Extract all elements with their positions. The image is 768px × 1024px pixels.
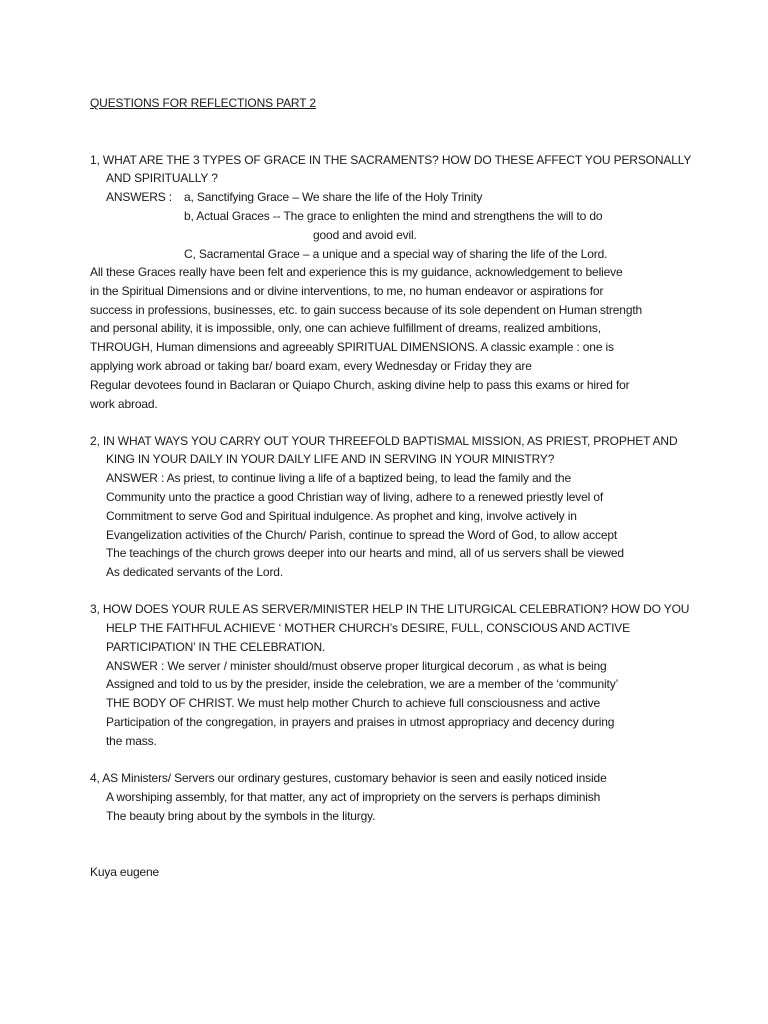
question-4-line: 4, AS Ministers/ Servers our ordinary gestures, customary behavior is seen and easily noticed inside [90,771,607,785]
answer-line: The teachings of the church grows deeper into our hearts and mind, all of us servers shall be viewed [106,546,624,560]
answer-item: b, Actual Graces -- The grace to enlighten the mind and strengthens the will to do [184,209,603,223]
answer-line: Commitment to serve God and Spiritual indulgence. As prophet and king, involve actively in [106,509,577,523]
answer-item: C, Sacramental Grace – a unique and a special way of sharing the life of the Lord. [184,247,608,261]
answers-label: ANSWERS : [106,190,172,204]
question-2-line: KING IN YOUR DAILY IN YOUR DAILY LIFE AND IN SERVING IN YOUR MINISTRY? [106,452,555,466]
answer-line: THE BODY OF CHRIST. We must help mother Church to achieve full consciousness and active [106,696,601,710]
answer-line: Assigned and told to us by the presider, inside the celebration, we are a member of the ‘community’ [106,677,619,691]
answer-item: a, Sanctifying Grace – We share the life of the Holy Trinity [184,190,483,204]
answer-line: As dedicated servants of the Lord. [106,565,284,579]
answer-line: ANSWER : We server / minister should/must observe proper liturgical decorum , as what is being [106,659,607,673]
reflection-line: Regular devotees found in Baclaran or Quiapo Church, asking divine help to pass this exams or hired for [90,378,630,392]
answer-line: Evangelization activities of the Church/ Parish, continue to spread the Word of God, to allow accept [106,528,618,542]
question-3-line: HELP THE FAITHFUL ACHIEVE ‘ MOTHER CHURCH’s DESIRE, FULL, CONSCIOUS AND ACTIVE [106,621,630,635]
reflection-line: work abroad. [90,397,158,411]
question-3-line: 3, HOW DOES YOUR RULE AS SERVER/MINISTER HELP IN THE LITURGICAL CELEBRATION? HOW DO YOU [90,602,690,616]
reflection-line: and personal ability, it is impossible, only, one can achieve fulfillment of dreams, realized ambitions, [90,321,601,335]
answer-line: the mass. [106,734,157,748]
reflection-line: success in professions, businesses, etc. to gain success because of its sole dependent on Human strength [90,303,643,317]
answer-line: Community unto the practice a good Christian way of living, adhere to a renewed priestly level of [106,490,604,504]
question-4-line: The beauty bring about by the symbols in the liturgy. [106,809,376,823]
question-3-line: PARTICIPATION’ IN THE CELEBRATION. [106,640,326,654]
answer-line: ANSWER : As priest, to continue living a life of a baptized being, to lead the family and the [106,471,571,485]
question-4-line: A worshiping assembly, for that matter, any act of impropriety on the servers is perhaps diminish [106,790,601,804]
document-title: QUESTIONS FOR REFLECTIONS PART 2 [90,96,316,110]
question-1-line: AND SPIRITUALLY ? [106,171,218,185]
question-1-line: 1, WHAT ARE THE 3 TYPES OF GRACE IN THE SACRAMENTS? HOW DO THESE AFFECT YOU PERSONALLY [90,153,692,167]
answer-item: good and avoid evil. [313,228,417,242]
reflection-line: applying work abroad or taking bar/ board exam, every Wednesday or Friday they are [90,359,532,373]
reflection-line: THROUGH, Human dimensions and agreeably SPIRITUAL DIMENSIONS. A classic example : one is [90,340,614,354]
reflection-line: All these Graces really have been felt and experience this is my guidance, acknowledgement to believe [90,265,623,279]
answer-line: Participation of the congregation, in prayers and praises in utmost appropriacy and decency during [106,715,615,729]
signature: Kuya eugene [90,865,160,879]
reflection-line: in the Spiritual Dimensions and or divine interventions, to me, no human endeavor or aspirations for [90,284,604,298]
question-2-line: 2, IN WHAT WAYS YOU CARRY OUT YOUR THREEFOLD BAPTISMAL MISSION, AS PRIEST, PROPHET AND [90,434,678,448]
